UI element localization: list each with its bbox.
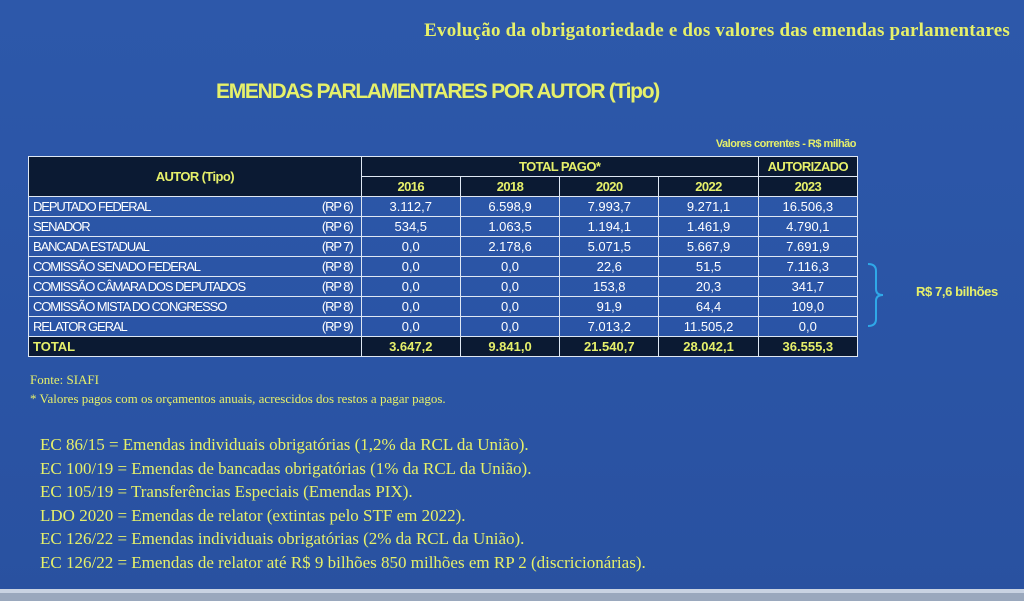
value-cell: 9.271,1 <box>659 197 758 217</box>
year-header-2022: 2022 <box>659 177 758 197</box>
list-item: LDO 2020 = Emendas de relator (extintas pelo STF em 2022). <box>40 505 466 525</box>
author-cell <box>29 217 362 237</box>
value-cell: 0,0 <box>460 317 559 337</box>
value-cell: 0,0 <box>361 277 460 297</box>
year-header-2020: 2020 <box>560 177 659 197</box>
author-cell <box>29 237 362 257</box>
slide-header-title: Evolução da obrigatoriedade e dos valores das emendas parlamentares <box>424 20 1010 41</box>
committee-total-note: R$ 7,6 bilhões <box>916 284 998 299</box>
rp-type: (RP 8) <box>321 279 353 294</box>
list-item: EC 86/15 = Emendas individuais obrigatórias (1,2% da RCL da União). <box>40 435 529 454</box>
table-title: EMENDAS PARLAMENTARES POR AUTOR (Tipo) <box>216 80 659 103</box>
source-note: Fonte: SIAFI <box>30 372 99 387</box>
value-cell: 1.063,5 <box>460 217 559 237</box>
author-cell <box>29 277 362 297</box>
value-cell: 0,0 <box>361 237 460 257</box>
table-row <box>29 277 858 297</box>
value-cell: 0,0 <box>460 257 559 277</box>
value-cell: 20,3 <box>659 277 758 297</box>
author-name: COMISSÃO SENADO FEDERAL <box>33 259 200 274</box>
author-cell <box>29 197 362 217</box>
author-name: RELATOR GERAL <box>33 319 127 334</box>
value-cell: 109,0 <box>758 297 857 317</box>
value-cell: 341,7 <box>758 277 857 297</box>
rp-type: (RP 7) <box>321 239 353 254</box>
total-row <box>29 337 858 357</box>
rp-type: (RP 9) <box>321 319 353 334</box>
total-paid-header: TOTAL PAGO* <box>361 157 758 177</box>
value-cell: 534,5 <box>361 217 460 237</box>
list-item: EC 105/19 = Transferências Especiais (Emendas PIX). <box>40 482 413 501</box>
author-name: SENADOR <box>33 219 90 234</box>
rp-type: (RP 8) <box>321 259 353 274</box>
value-cell: 153,8 <box>560 277 659 297</box>
total-value-cell: 3.647,2 <box>361 337 460 357</box>
value-cell: 16.506,3 <box>758 197 857 217</box>
author-name: COMISSÃO MISTA DO CONGRESSO <box>33 299 227 314</box>
value-cell: 64,4 <box>659 297 758 317</box>
amendments-table <box>28 156 858 357</box>
value-cell: 0,0 <box>460 277 559 297</box>
author-name: BANCADA ESTADUAL <box>33 239 149 254</box>
authorized-header: AUTORIZADO <box>758 157 857 177</box>
table-row <box>29 297 858 317</box>
rp-type: (RP 8) <box>321 299 353 314</box>
value-cell: 1.461,9 <box>659 217 758 237</box>
author-cell <box>29 257 362 277</box>
total-label: TOTAL <box>29 337 362 357</box>
right-brace-icon <box>866 263 884 327</box>
value-cell: 7.993,7 <box>560 197 659 217</box>
year-header-2018: 2018 <box>460 177 559 197</box>
list-item: EC 100/19 = Emendas de bancadas obrigatórias (1% da RCL da União). <box>40 458 532 478</box>
total-value-cell: 9.841,0 <box>460 337 559 357</box>
year-header-2023: 2023 <box>758 177 857 197</box>
list-item: EC 126/22 = Emendas de relator até R$ 9 bilhões 850 milhões em RP 2 (discricionárias). <box>40 552 646 572</box>
value-cell: 91,9 <box>560 297 659 317</box>
value-cell: 11.505,2 <box>659 317 758 337</box>
value-cell: 0,0 <box>361 297 460 317</box>
table-row <box>29 217 858 237</box>
list-item: EC 126/22 = Emendas individuais obrigatórias (2% da RCL da União). <box>40 529 525 548</box>
author-cell <box>29 317 362 337</box>
author-name: COMISSÃO CÂMARA DOS DEPUTADOS <box>33 279 246 294</box>
bottom-bar-highlight <box>0 589 1024 593</box>
rp-type: (RP 6) <box>321 219 353 234</box>
value-cell: 3.112,7 <box>361 197 460 217</box>
total-value-cell: 21.540,7 <box>560 337 659 357</box>
value-cell: 0,0 <box>361 257 460 277</box>
value-cell: 0,0 <box>361 317 460 337</box>
total-value-cell: 28.042,1 <box>659 337 758 357</box>
value-cell: 7.691,9 <box>758 237 857 257</box>
table-row <box>29 317 858 337</box>
units-label: Valores correntes - R$ milhão <box>715 138 856 150</box>
table-row <box>29 237 858 257</box>
bottom-bar <box>0 589 1024 601</box>
footnote: * Valores pagos com os orçamentos anuais, acrescidos dos restos a pagar pagos. <box>30 391 446 406</box>
table-row <box>29 257 858 277</box>
rp-type: (RP 6) <box>321 199 353 214</box>
author-name: DEPUTADO FEDERAL <box>33 199 151 214</box>
value-cell: 6.598,9 <box>460 197 559 217</box>
value-cell: 4.790,1 <box>758 217 857 237</box>
legislation-notes <box>40 433 646 574</box>
value-cell: 0,0 <box>460 297 559 317</box>
value-cell: 51,5 <box>659 257 758 277</box>
author-cell <box>29 297 362 317</box>
table-row <box>29 197 858 217</box>
author-column-header: AUTOR (Tipo) <box>29 157 362 197</box>
value-cell: 1.194,1 <box>560 217 659 237</box>
total-value-cell: 36.555,3 <box>758 337 857 357</box>
value-cell: 0,0 <box>758 317 857 337</box>
value-cell: 7.116,3 <box>758 257 857 277</box>
value-cell: 7.013,2 <box>560 317 659 337</box>
value-cell: 22,6 <box>560 257 659 277</box>
value-cell: 5.667,9 <box>659 237 758 257</box>
value-cell: 5.071,5 <box>560 237 659 257</box>
value-cell: 2.178,6 <box>460 237 559 257</box>
year-header-2016: 2016 <box>361 177 460 197</box>
